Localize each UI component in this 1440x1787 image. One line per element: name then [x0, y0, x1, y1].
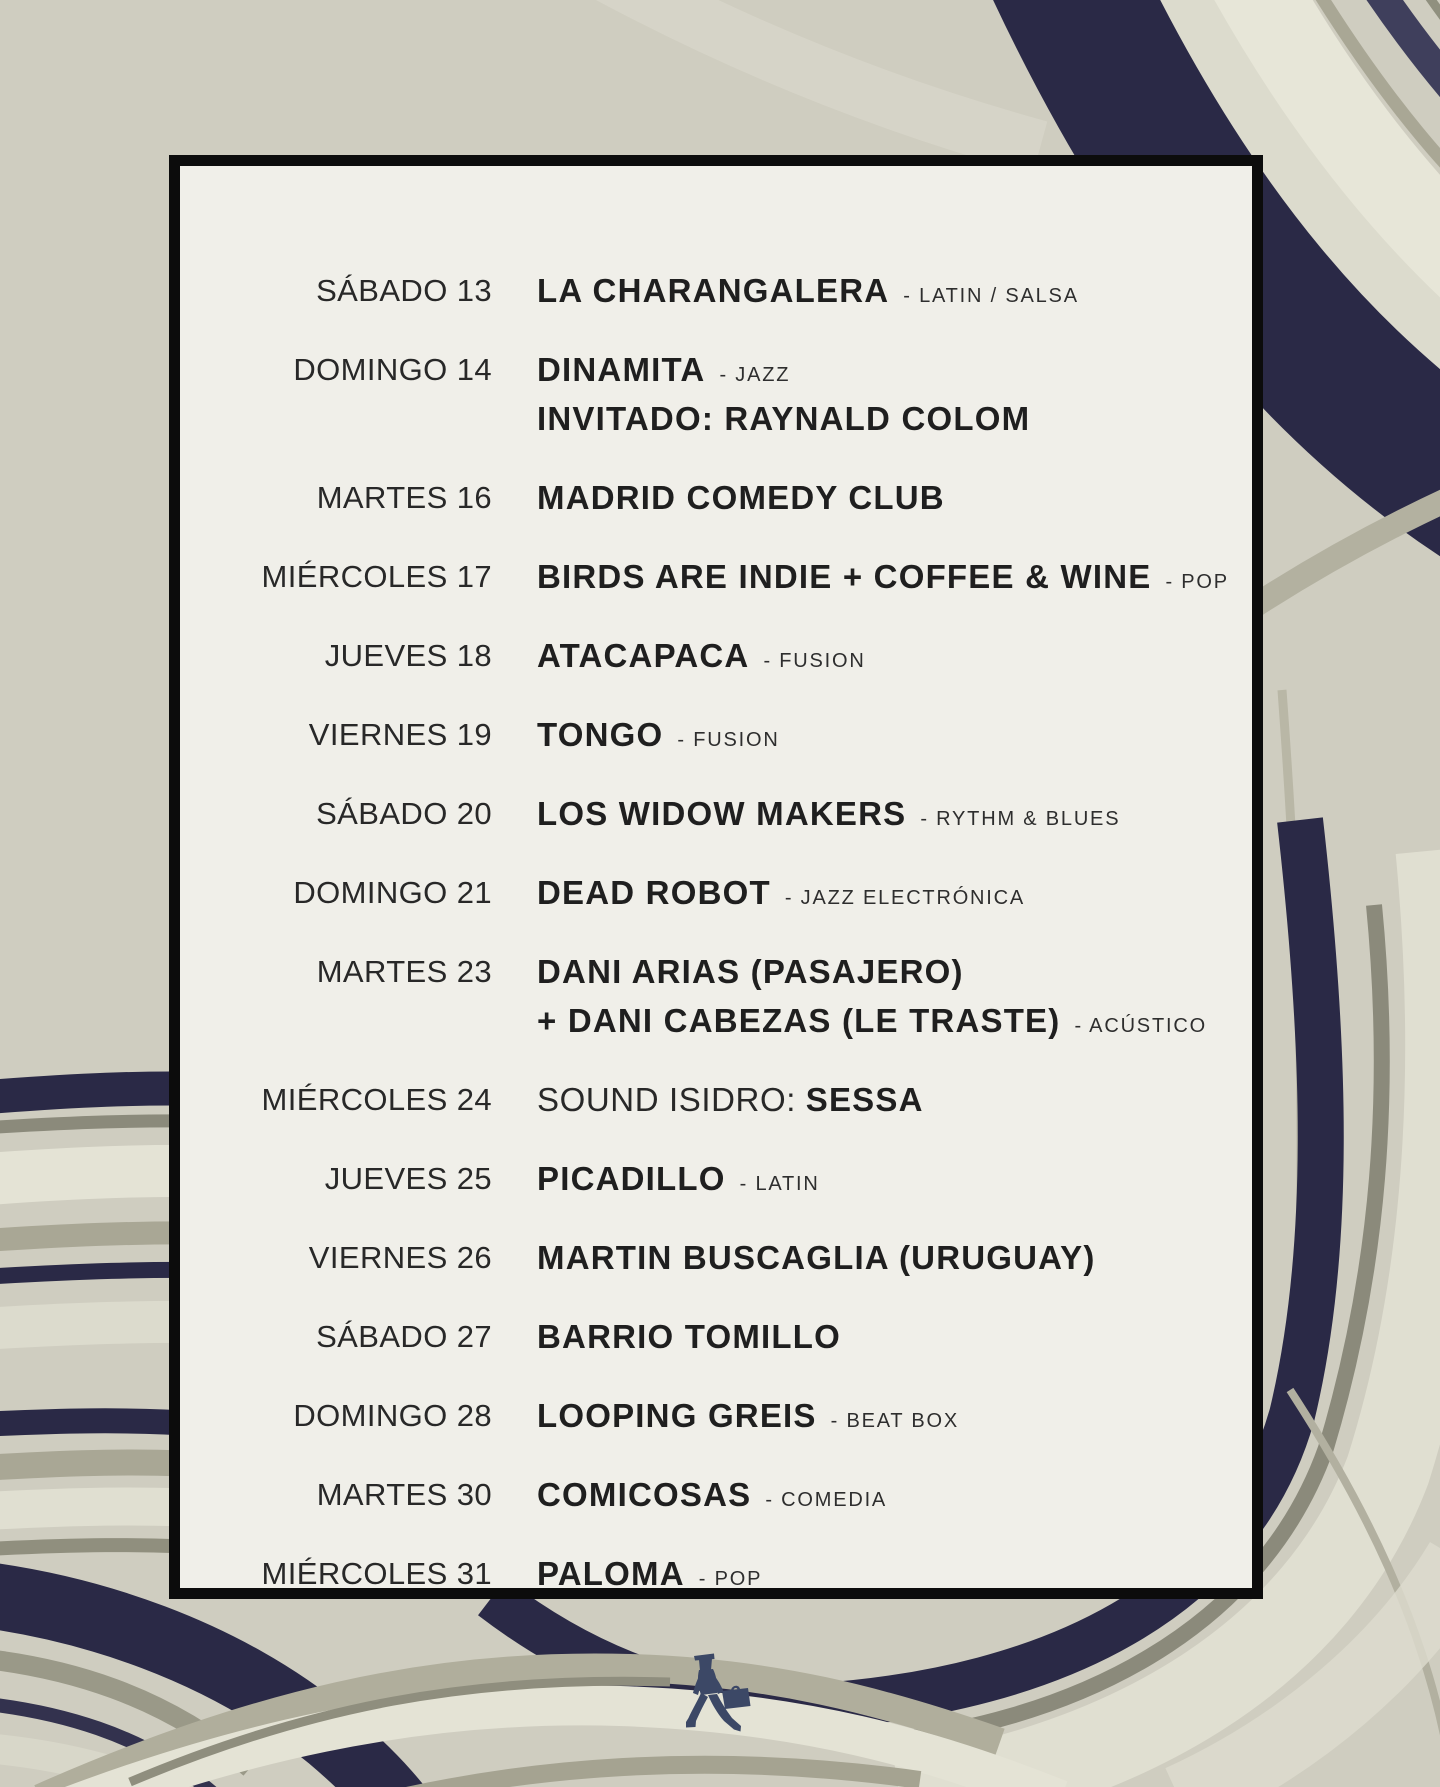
event-title: BARRIO TOMILLO	[537, 1318, 842, 1355]
event-row	[180, 477, 1228, 526]
event-info	[537, 349, 1228, 447]
event-line-1	[537, 1079, 1228, 1128]
event-info	[537, 270, 1228, 319]
event-title: BIRDS ARE INDIE + COFFEE & WINE	[537, 558, 1152, 595]
event-row	[180, 1158, 1228, 1207]
event-line-1	[537, 1316, 1228, 1365]
event-title-prefix: SOUND ISIDRO:	[537, 1081, 806, 1118]
event-line-1	[537, 635, 1228, 684]
event-info	[537, 1237, 1228, 1286]
event-info	[537, 714, 1228, 763]
event-line-1	[537, 1237, 1228, 1286]
event-title: COMICOSAS	[537, 1476, 752, 1513]
event-genre: - POP	[698, 1568, 763, 1590]
event-line-1	[537, 349, 1228, 398]
event-row	[180, 714, 1228, 763]
event-genre: - POP	[1165, 571, 1229, 593]
event-row	[180, 556, 1228, 605]
event-date: DOMINGO 14	[293, 352, 492, 387]
event-line-1	[537, 1395, 1228, 1444]
event-line-1	[537, 477, 1228, 526]
event-row	[180, 1316, 1228, 1365]
event-title: LA CHARANGALERA	[537, 272, 890, 309]
man-head	[699, 1659, 712, 1671]
event-genre: - JAZZ	[719, 364, 791, 386]
event-date: SÁBADO 20	[316, 796, 492, 831]
event-title: PALOMA	[537, 1555, 685, 1592]
event-title: SESSA	[805, 1081, 924, 1118]
event-row	[180, 1474, 1228, 1523]
event-date: MARTES 23	[316, 954, 492, 989]
event-info	[537, 477, 1228, 526]
event-line-1	[537, 270, 1228, 319]
event-date: DOMINGO 21	[293, 875, 492, 910]
event-genre: - LATIN	[739, 1173, 820, 1195]
event-title: DANI ARIAS (PASAJERO)	[537, 953, 964, 990]
event-info	[537, 1079, 1228, 1128]
schedule-card	[169, 155, 1263, 1599]
event-title: LOS WIDOW MAKERS	[537, 795, 907, 832]
event-info	[537, 951, 1228, 1049]
event-title: ATACAPACA	[537, 637, 750, 674]
event-info	[537, 793, 1228, 842]
event-info	[537, 872, 1228, 921]
event-row	[180, 349, 1228, 447]
event-genre: - COMEDIA	[765, 1489, 888, 1511]
event-title: MARTIN BUSCAGLIA (URUGUAY)	[537, 1239, 1096, 1276]
event-info	[537, 556, 1229, 605]
event-row	[180, 635, 1228, 684]
event-line-1	[537, 714, 1228, 763]
event-line-1	[537, 793, 1228, 842]
event-genre: - BEAT BOX	[830, 1410, 960, 1432]
event-date: SÁBADO 13	[316, 273, 492, 308]
man-front-leg	[686, 1693, 708, 1728]
event-title-2: + DANI CABEZAS (LE TRASTE)	[537, 1002, 1061, 1039]
event-date: MIÉRCOLES 31	[261, 1556, 492, 1591]
event-date: JUEVES 18	[324, 638, 492, 673]
event-date: MIÉRCOLES 17	[261, 559, 492, 594]
event-line-1	[537, 951, 1228, 1000]
event-line-1	[537, 1474, 1228, 1523]
event-date: DOMINGO 28	[293, 1398, 492, 1433]
event-row	[180, 1237, 1228, 1286]
man-briefcase	[722, 1688, 751, 1709]
event-line-1	[537, 556, 1229, 605]
event-line-1	[537, 1553, 1228, 1602]
event-title: DINAMITA	[537, 351, 706, 388]
event-genre: - JAZZ ELECTRÓNICA	[784, 887, 1026, 909]
event-genre: - FUSION	[763, 650, 866, 672]
event-date: MIÉRCOLES 24	[261, 1082, 492, 1117]
event-genre-2: - ACÚSTICO	[1074, 1015, 1207, 1037]
event-row	[180, 793, 1228, 842]
event-row	[180, 951, 1228, 1049]
event-line-1	[537, 1158, 1228, 1207]
event-date: SÁBADO 27	[316, 1319, 492, 1354]
event-title: DEAD ROBOT	[537, 874, 771, 911]
event-date: MARTES 16	[316, 480, 492, 515]
event-info	[537, 1553, 1228, 1602]
event-info	[537, 1474, 1228, 1523]
event-row	[180, 270, 1228, 319]
event-row	[180, 1553, 1228, 1602]
event-info	[537, 1395, 1228, 1444]
event-row	[180, 1079, 1228, 1128]
event-info	[537, 1158, 1228, 1207]
event-date: JUEVES 25	[324, 1161, 492, 1196]
event-title: PICADILLO	[537, 1160, 726, 1197]
event-info	[537, 1316, 1228, 1365]
walking-man-icon	[683, 1650, 755, 1740]
event-date: VIERNES 26	[308, 1240, 492, 1275]
event-genre: - FUSION	[677, 729, 780, 751]
event-line-1	[537, 872, 1228, 921]
event-date: VIERNES 19	[308, 717, 492, 752]
event-info	[537, 635, 1228, 684]
event-row	[180, 1395, 1228, 1444]
event-date: MARTES 30	[316, 1477, 492, 1512]
event-title: MADRID COMEDY CLUB	[537, 479, 945, 516]
event-title-2: INVITADO: RAYNALD COLOM	[537, 400, 1031, 437]
event-title: TONGO	[537, 716, 664, 753]
event-title: LOOPING GREIS	[537, 1397, 817, 1434]
event-genre: - RYTHM & BLUES	[920, 808, 1121, 830]
event-genre: - LATIN / SALSA	[903, 285, 1079, 307]
event-rows	[180, 270, 1228, 1602]
event-line-2	[537, 398, 1228, 447]
event-line-2	[537, 1000, 1228, 1049]
event-row	[180, 872, 1228, 921]
